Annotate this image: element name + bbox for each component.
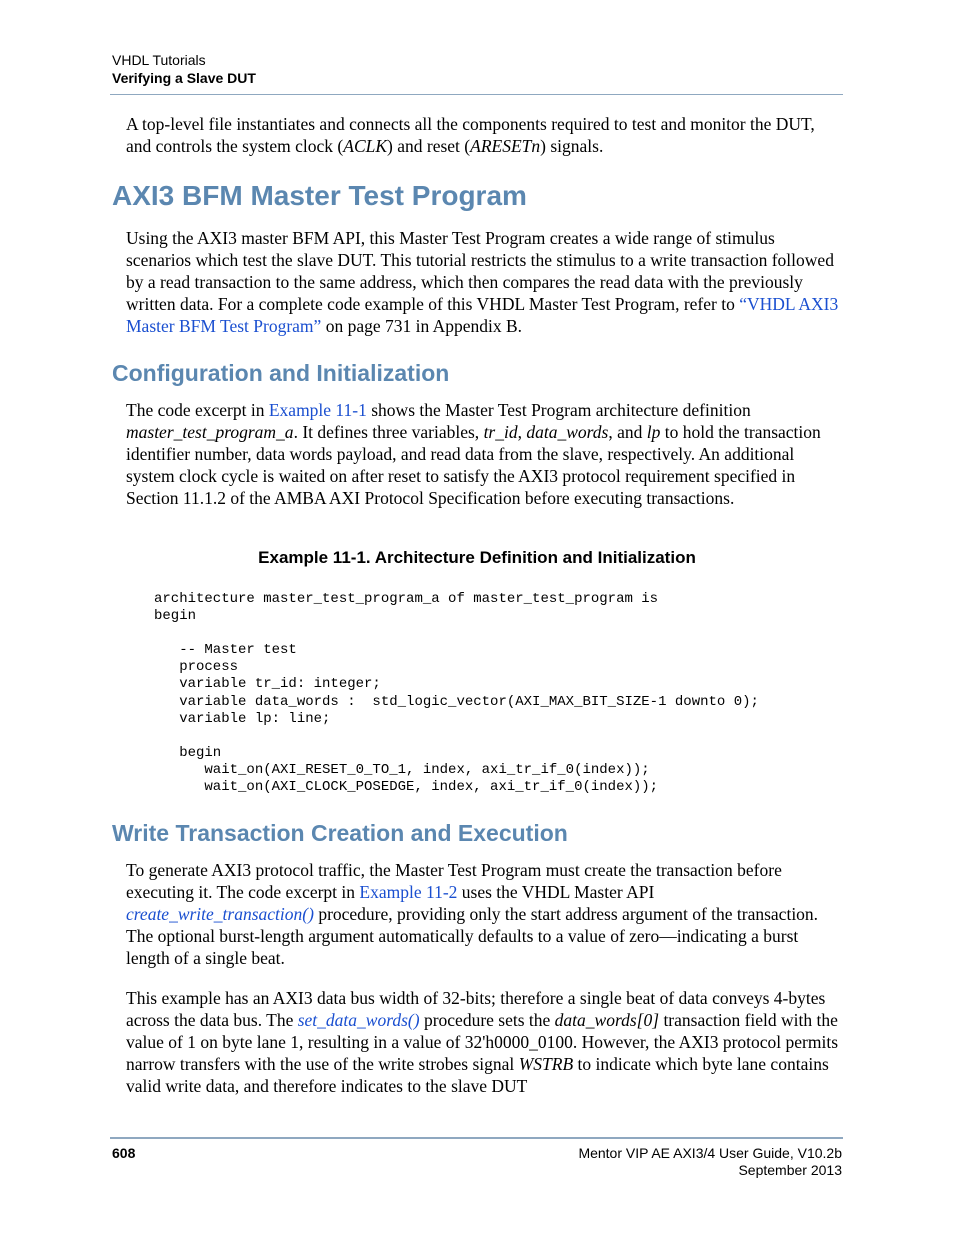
code-block: architecture master_test_program_a of master_test_program is begin -- Master test process variable tr_id: integer; variable data_words : std_logic_vector(AXI_MAX_BIT_SIZE-1 downto 0); variable lp: line; begin wait_on(AXI_RESET_0_TO_1, index, axi_tr_if_0(index)); wait_on(AXI_CLOCK_POSEDGE, index, axi_tr_if_0(index)); — [154, 591, 759, 796]
config-text-2: shows the Master Test Program architecture definition — [366, 400, 751, 420]
write2-text: This example has an AXI3 data bus width of 32-bits; therefore a single beat of data conveys 4-bytes across the data bus. The — [126, 988, 826, 1030]
intro-text-3: ) signals. — [540, 136, 604, 156]
config-text-4: , — [517, 422, 527, 442]
header-chapter: VHDL Tutorials — [112, 52, 206, 68]
intro-paragraph — [126, 113, 842, 157]
aresetn-signal: ARESETn — [470, 136, 541, 156]
config-text-6: to hold the transaction identifier number, data words payload, and read data from the slave, respectively. An additional system clock cycle is waited on after reset to satisfy the AXI3 protocol requirement specified in Section 11.1.2 of the AMBA AXI Protocol Specification before executing transactions. — [126, 422, 821, 508]
config-text-5: , and — [608, 422, 647, 442]
intro-text-2: ) and reset ( — [387, 136, 471, 156]
write-text: To generate AXI3 protocol traffic, the Master Test Program must create the transaction before executing it. The code excerpt in — [126, 860, 782, 902]
master-text: Using the AXI3 master BFM API, this Master Test Program creates a wide range of stimulus scenarios which test the slave DUT. This tutorial restricts the stimulus to a write transaction followed by a read transaction to the same address, which then compares the read data with the previously written data. For a complete code example of this VHDL Master Test Program, refer to — [126, 228, 834, 314]
aclk-signal: ACLK — [343, 136, 388, 156]
write-paragraph-2 — [126, 987, 842, 1097]
write-paragraph-1 — [126, 859, 842, 969]
write2-text-3: transaction field with the value of 1 on byte lane 1, resulting in a value of 32'h0000_0100. However, the AXI3 protocol permits narrow transfers with the use of the write strobes signal — [126, 1010, 839, 1074]
architecture-name: master_test_program_a — [126, 422, 294, 442]
master-paragraph — [126, 227, 842, 337]
running-header — [112, 51, 842, 87]
page-number: 608 — [112, 1145, 136, 1161]
set-data-words-link[interactable]: set_data_words() — [297, 1010, 420, 1030]
write2-text-2: procedure sets the — [419, 1010, 555, 1030]
data-words-field: data_words[0] — [554, 1010, 660, 1030]
running-footer — [578, 1145, 842, 1179]
write-heading: Write Transaction Creation and Execution — [112, 820, 568, 846]
create-write-transaction-link[interactable]: create_write_transaction() — [126, 904, 314, 924]
master-text-2: on page 731 in Appendix B. — [321, 316, 523, 336]
config-heading: Configuration and Initialization — [112, 360, 450, 386]
var-lp: lp — [646, 422, 661, 442]
header-rule — [110, 94, 843, 95]
write2-text-4: to indicate which byte lane contains valid write data, and therefore indicates to the slave DUT — [126, 1054, 829, 1096]
var-data-words: data_words — [526, 422, 609, 442]
master-program-link[interactable]: “VHDL AXI3 Master BFM Test Program” — [126, 294, 839, 336]
write-text-2: uses the VHDL Master API — [457, 882, 655, 902]
example-11-1-link[interactable]: Example 11-1 — [268, 400, 367, 420]
var-tr-id: tr_id — [483, 422, 518, 442]
config-paragraph — [126, 399, 842, 509]
footer-doc-title: Mentor VIP AE AXI3/4 User Guide, V10.2b — [578, 1145, 842, 1161]
intro-text: A top-level file instantiates and connects all the components required to test and monitor the DUT, and controls the system clock ( — [126, 114, 815, 156]
footer-rule — [110, 1137, 843, 1139]
config-text: The code excerpt in — [126, 400, 269, 420]
config-text-3: . It defines three variables, — [293, 422, 484, 442]
footer-date: September 2013 — [738, 1162, 842, 1178]
header-section: Verifying a Slave DUT — [112, 70, 256, 86]
section-title: AXI3 BFM Master Test Program — [112, 180, 527, 211]
wstrb-signal: WSTRB — [518, 1054, 574, 1074]
example-title: Example 11-1. Architecture Definition and Initialization — [258, 548, 696, 567]
write-text-3: procedure, providing only the start address argument of the transaction. The optional burst-length argument automatically defaults to a value of zero—indicating a burst length of a single beat. — [126, 904, 819, 968]
example-11-2-link[interactable]: Example 11-2 — [359, 882, 458, 902]
